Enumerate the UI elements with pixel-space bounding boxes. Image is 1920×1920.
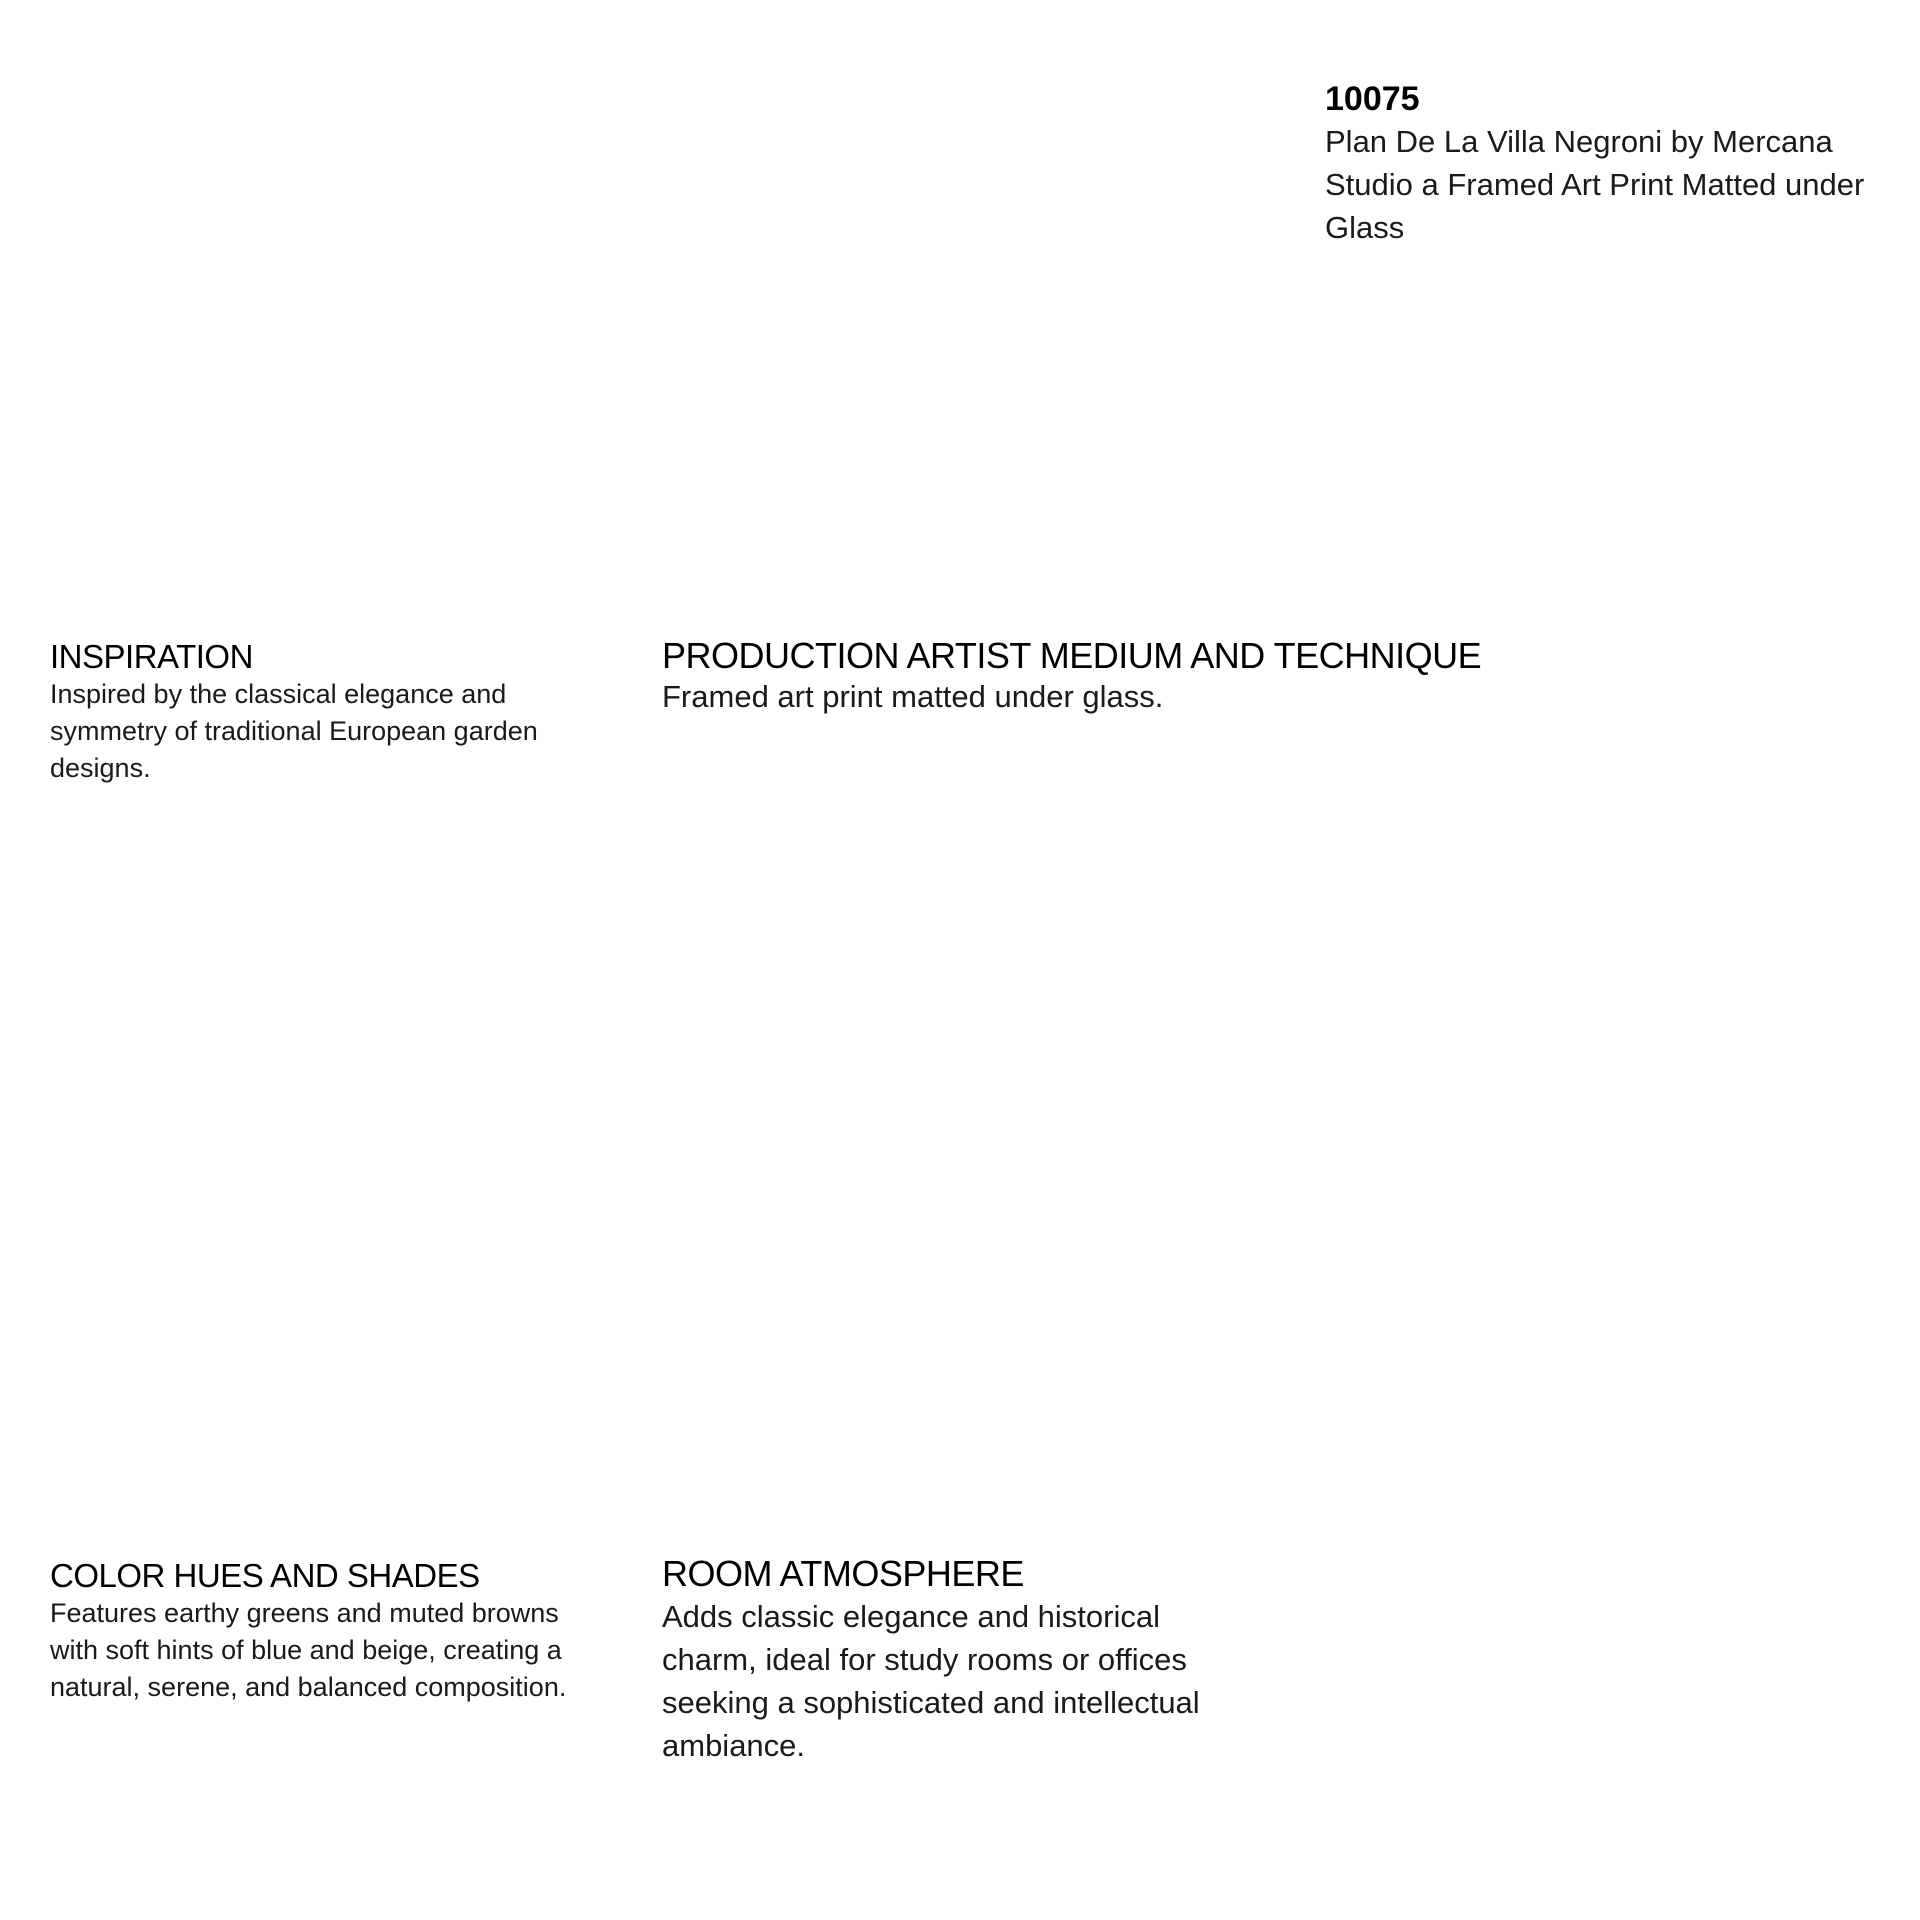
production-text: Framed art print matted under glass. <box>662 679 1164 714</box>
inspiration-heading: INSPIRATION <box>50 638 253 675</box>
product-header <box>1325 78 1905 249</box>
room-atmosphere-section <box>662 1553 1242 1767</box>
inspiration-text: Inspired by the classical elegance and symmetry of traditional European garden designs. <box>50 679 538 783</box>
production-section <box>662 635 1862 717</box>
color-hues-section <box>50 1557 610 1706</box>
product-id: 10075 <box>1325 80 1420 118</box>
color-hues-text: Features earthy greens and muted browns with soft hints of blue and beige, creating a natural, serene, and balanced composition. <box>50 1598 567 1702</box>
color-hues-heading: COLOR HUES AND SHADES <box>50 1557 480 1594</box>
room-atmosphere-text: Adds classic elegance and historical charm, ideal for study rooms or offices seeking a sophisticated and intellectual ambiance. <box>662 1599 1200 1763</box>
room-atmosphere-heading: ROOM ATMOSPHERE <box>662 1553 1024 1594</box>
inspiration-section <box>50 638 610 787</box>
product-title: Plan De La Villa Negroni by Mercana Studio a Framed Art Print Matted under Glass <box>1325 124 1865 245</box>
production-heading: PRODUCTION ARTIST MEDIUM AND TECHNIQUE <box>662 635 1482 676</box>
